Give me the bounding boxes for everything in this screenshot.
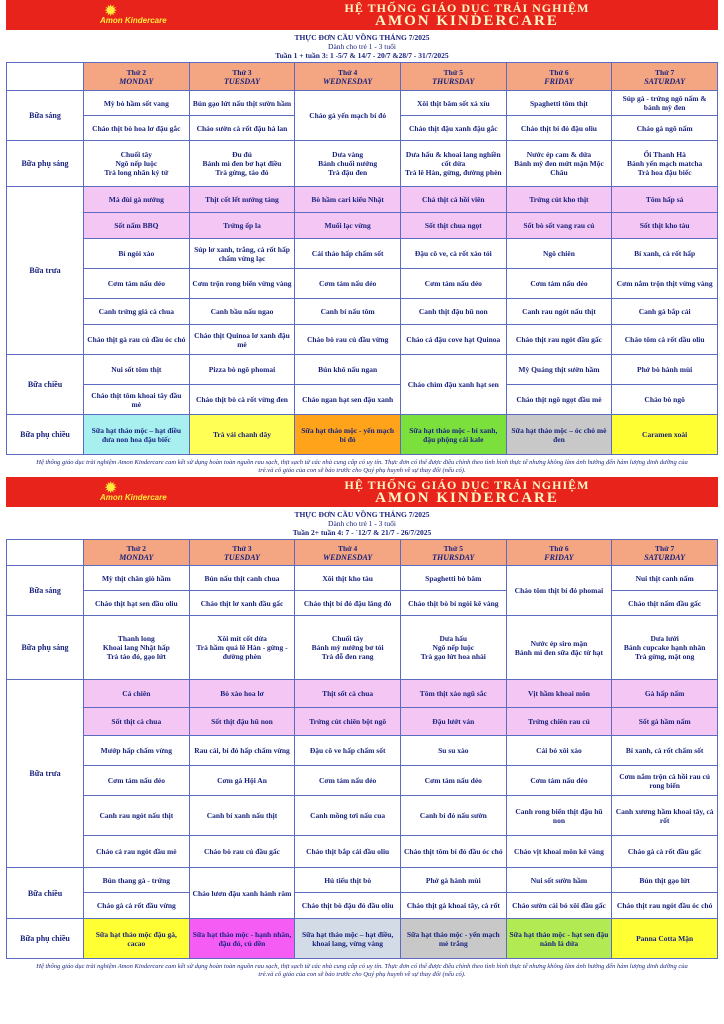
menu-cell: Cháo thịt bò đậu đỏ đầu oliu xyxy=(295,893,401,919)
menu-cell: Cháo thịt ngô ngọt đầu mè xyxy=(506,385,612,415)
menu-cell: Bún thịt gạo lứt xyxy=(612,868,718,893)
menu-section-2 xyxy=(6,477,718,979)
day-header: Thứ 3 TUESDAY xyxy=(189,540,295,566)
menu-cell: Tôm thịt xào ngũ sắc xyxy=(400,680,506,708)
day-header-row xyxy=(7,63,718,91)
logo-star-icon: ✹ xyxy=(104,3,118,20)
meal-label: Bữa phụ chiều xyxy=(7,415,84,455)
menu-cell: Bò hầm cari kiểu Nhật xyxy=(295,187,401,213)
menu-cell: Cháo thịt bí đỏ đậu oliu xyxy=(506,116,612,141)
menu-cell: Cháo thịt lơ xanh đầu gấc xyxy=(189,591,295,616)
menu-row xyxy=(7,591,718,616)
menu-table xyxy=(6,62,718,455)
menu-row xyxy=(7,766,718,796)
menu-cell: Má đùi gà nướng xyxy=(84,187,190,213)
menu-cell: Mỳ bò hầm sốt vang xyxy=(84,91,190,116)
menu-cell: Cháo thịt tôm khoai tây đầu mè xyxy=(84,385,190,415)
meal-label: Bữa sáng xyxy=(7,566,84,616)
menu-cell: Cá chiên xyxy=(84,680,190,708)
menu-table xyxy=(6,539,718,959)
menu-cell: Sốt thịt đậu hũ non xyxy=(189,708,295,736)
day-header-row xyxy=(7,540,718,566)
menu-row xyxy=(7,868,718,893)
menu-cell: Cải bó xôi xào xyxy=(506,736,612,766)
footer-note: Hệ thống giáo dục trải nghiệm Amon Kindercare cam kết sử dụng hoàn toàn nguồn rau sạch, thịt sạch từ các nhà cung cấp có uy tín. Thực đơn có thể được điều chỉnh theo tình hình thực tế nhưng không làm ảnh hưởng đến hàm lượng dinh dưỡng của trẻ.và cô giáo của con sẽ báo trước cho Quý phụ huynh về sự thay đổi (nếu có). xyxy=(36,963,688,978)
menu-cell: Canh bí đỏ nấu sườn xyxy=(400,796,506,836)
menu-cell: Canh rong biển thịt đậu hũ non xyxy=(506,796,612,836)
day-header: Thứ 2 MONDAY xyxy=(84,63,190,91)
day-header: Thứ 4 WEDNESDAY xyxy=(295,63,401,91)
menu-cell: Đậu cô ve, cà rốt xào tỏi xyxy=(400,239,506,269)
menu-cell: Chả thịt cá hồi viên xyxy=(400,187,506,213)
system-title: HỆ THỐNG GIÁO DỤC TRẢI NGHIỆM xyxy=(344,1,590,15)
menu-cell: Chuối tây Ngô nếp luộc Trà long nhãn kỷ tử xyxy=(84,141,190,187)
menu-cell: Sữa hạt thảo mộc đậu gà, cacao xyxy=(84,919,190,959)
menu-row xyxy=(7,299,718,325)
menu-cell: Bí ngòi xào xyxy=(84,239,190,269)
logo-star-icon: ✹ xyxy=(104,480,118,497)
day-header: Thứ 2 MONDAY xyxy=(84,540,190,566)
menu-cell: Trà vải chanh dây xyxy=(189,415,295,455)
menu-cell: Nui sốt sườn hầm xyxy=(506,868,612,893)
menu-cell: Đậu cô ve hấp chấm sốt xyxy=(295,736,401,766)
menu-cell: Sốt thịt cà chua xyxy=(84,708,190,736)
menu-cell: Spaghetti tôm thịt xyxy=(506,91,612,116)
menu-cell: Cháo gà ngô nấm xyxy=(612,116,718,141)
menu-cell: Cơm tám nấu dẻo xyxy=(506,766,612,796)
meal-label: Bữa sáng xyxy=(7,91,84,141)
menu-cell: Nui thịt canh nấm xyxy=(612,566,718,591)
menu-cell: Trứng cút chiên bột ngô xyxy=(295,708,401,736)
menu-cell: Sữa hạt thảo mộc – hạt điều, khoai lang, vừng vàng xyxy=(295,919,401,959)
menu-cell: Cháo vịt khoai môn kê vàng xyxy=(506,836,612,868)
menu-cell: Cháo cá rau ngót đầu mè xyxy=(84,836,190,868)
menu-cell: Cháo thịt bí đỏ đậu lăng đỏ xyxy=(295,591,401,616)
menu-cell: Cháo thịt tôm bí đỏ đầu óc chó xyxy=(400,836,506,868)
menu-cell: Cháo tôm thịt bí đỏ phomai xyxy=(506,566,612,616)
menu-cell: Bí xanh, cà rốt chấm sốt xyxy=(612,736,718,766)
menu-cell: Cơm tám nấu dẻo xyxy=(295,766,401,796)
menu-cell: Cháo thịt rau ngót đầu óc chó xyxy=(612,893,718,919)
menu-cell: Ổi Thanh Hà Bánh yến mạch matcha Trà hoa đậu biếc xyxy=(612,141,718,187)
menu-cell: Cơm tám nấu dẻo xyxy=(295,269,401,299)
day-header: Thứ 5 THURSDAY xyxy=(400,540,506,566)
menu-cell: Phở gà hành mùi xyxy=(400,868,506,893)
menu-row xyxy=(7,708,718,736)
menu-cell: Canh bí xanh nấu thịt xyxy=(189,796,295,836)
footer-note: Hệ thống giáo dục trải nghiệm Amon Kindercare cam kết sử dụng hoàn toàn nguồn rau sạch, thịt sạch từ các nhà cung cấp có uy tín. Thực đơn có thể được điều chỉnh theo tình hình thực tế nhưng không làm ảnh hưởng đến hàm lượng dinh dưỡng của trẻ.và cô giáo của con sẽ báo trước cho Quý phụ huynh về sự thay đổi (nếu có). xyxy=(36,459,688,474)
menu-cell: Cháo thịt bắp cải đầu oliu xyxy=(295,836,401,868)
menu-cell: Sữa hạt thảo mộc - yến mạch mè trắng xyxy=(400,919,506,959)
menu-cell: Cháo gà cà rốt đầu gấc xyxy=(612,836,718,868)
day-header: Thứ 7 SATURDAY xyxy=(612,540,718,566)
menu-cell: Bí xanh, cà rốt hấp xyxy=(612,239,718,269)
menu-cell: Cơm tám nấu dẻo xyxy=(506,269,612,299)
menu-cell: Cháo cá đậu cove hạt Quinoa xyxy=(400,325,506,355)
menu-cell: Sữa hạt thảo mộc - hạt sen đậu nành lá dứa xyxy=(506,919,612,959)
menu-cell: Sữa hạt thảo mộc - bí xanh, đậu phộng cải kale xyxy=(400,415,506,455)
menu-cell: Mỳ thịt chân giò hầm xyxy=(84,566,190,591)
menu-cell: Chuối tây Bánh mỳ nướng bơ tỏi Trà đỗ đen rang xyxy=(295,616,401,680)
menu-cell: Cháo sườn cà rốt đậu hà lan xyxy=(189,116,295,141)
corner-cell xyxy=(7,540,84,566)
menu-cell: Cơm nắm trộn cá hồi rau củ rong biển xyxy=(612,766,718,796)
menu-row xyxy=(7,616,718,680)
menu-row xyxy=(7,141,718,187)
menu-cell: Đu đủ Bánh mì đen bơ hạt điều Trà gừng, táo đỏ xyxy=(189,141,295,187)
header-banner xyxy=(6,0,718,30)
day-header: Thứ 3 TUESDAY xyxy=(189,63,295,91)
menu-cell: Cháo thịt bò hoa lơ đậu gắc xyxy=(84,116,190,141)
menu-row xyxy=(7,91,718,116)
menu-row xyxy=(7,239,718,269)
menu-cell: Cháo bò rau củ đầu vừng xyxy=(295,325,401,355)
menu-cell: Sốt thịt chua ngọt xyxy=(400,213,506,239)
menu-cell: Sữa hạt thảo mộc - hạnh nhân, đậu đỏ, củ dền xyxy=(189,919,295,959)
menu-cell: Cháo bò ngô xyxy=(612,385,718,415)
menu-row xyxy=(7,213,718,239)
menu-cell: Thịt cốt lết nướng tảng xyxy=(189,187,295,213)
school-logo xyxy=(100,4,180,26)
menu-cell: Trứng chiên rau củ xyxy=(506,708,612,736)
menu-cell: Xôi thịt kho tàu xyxy=(295,566,401,591)
menu-cell: Cháo thịt nấm đầu gấc xyxy=(612,591,718,616)
menu-row xyxy=(7,836,718,868)
system-title: HỆ THỐNG GIÁO DỤC TRẢI NGHIỆM xyxy=(344,478,590,492)
menu-cell: Cơm tám nấu dẻo xyxy=(84,766,190,796)
menu-cell: Sốt bò sốt vang rau củ xyxy=(506,213,612,239)
menu-cell: Cháo thịt bò cà rốt vừng đen xyxy=(189,385,295,415)
menu-cell: Canh bí nấu tôm xyxy=(295,299,401,325)
menu-cell: Cải thảo hấp chấm sốt xyxy=(295,239,401,269)
menu-weeks: Tuần 1 + tuần 3: 1 -5/7 & 14/7 - 20/7 &28/7 - 31/7/2025 xyxy=(275,51,449,60)
menu-cell: Canh mồng tơi nấu cua xyxy=(295,796,401,836)
menu-cell: Đậu lướt ván xyxy=(400,708,506,736)
menu-cell: Cơm nắm trộn thịt vừng vàng xyxy=(612,269,718,299)
header-banner xyxy=(6,477,718,507)
menu-cell: Cháo thịt gà khoai tây, cà rốt xyxy=(400,893,506,919)
menu-cell: Cháo lươn đậu xanh hành răm xyxy=(189,868,295,919)
menu-cell: Sốt thịt kho tàu xyxy=(612,213,718,239)
menu-row xyxy=(7,680,718,708)
menu-cell: Cơm tám nấu dẻo xyxy=(84,269,190,299)
menu-cell: Tôm hấp sả xyxy=(612,187,718,213)
menu-cell: Cơm tám nấu dẻo xyxy=(400,766,506,796)
menu-row xyxy=(7,269,718,299)
menu-row xyxy=(7,187,718,213)
menu-cell: Cháo gà yến mạch bí đỏ xyxy=(295,91,401,141)
menu-cell: Cháo ngan hạt sen đậu xanh xyxy=(295,385,401,415)
logo-text: Amon Kindercare xyxy=(100,493,167,502)
menu-cell: Bún nấu thịt canh chua xyxy=(189,566,295,591)
menu-row xyxy=(7,893,718,919)
menu-cell: Thanh long Khoai lang Nhật hấp Trà táo đỏ, gạo lứt xyxy=(84,616,190,680)
meal-label: Bữa phụ sáng xyxy=(7,616,84,680)
school-name: AMON KINDERCARE xyxy=(375,490,559,506)
menu-cell: Sốt nấm BBQ xyxy=(84,213,190,239)
logo-text: Amon Kindercare xyxy=(100,16,167,25)
menu-cell: Pizza bò ngô phomai xyxy=(189,355,295,385)
meal-label: Bữa chiều xyxy=(7,868,84,919)
menu-cell: Bún thang gà - trứng xyxy=(84,868,190,893)
menu-heading xyxy=(6,507,718,537)
menu-weeks: Tuần 2+ tuần 4: 7 - `12/7 & 21/7 - 26/7/2025 xyxy=(292,528,432,537)
menu-cell: Nui sốt tôm thịt xyxy=(84,355,190,385)
day-header: Thứ 6 FRIDAY xyxy=(506,63,612,91)
menu-cell: Bún khô nấu ngan xyxy=(295,355,401,385)
menu-cell: Cơm gà Hội An xyxy=(189,766,295,796)
menu-cell: Muối lạc vừng xyxy=(295,213,401,239)
menu-cell: Canh thịt đậu hũ non xyxy=(400,299,506,325)
menu-age: Dành cho trẻ 1 - 3 tuổi xyxy=(328,42,396,51)
menu-cell: Thịt sốt cà chua xyxy=(295,680,401,708)
menu-cell: Hủ tiếu thịt bò xyxy=(295,868,401,893)
menu-cell: Ngô chiên xyxy=(506,239,612,269)
meal-label: Bữa trưa xyxy=(7,187,84,355)
menu-cell: Trứng ốp la xyxy=(189,213,295,239)
day-header: Thứ 5 THURSDAY xyxy=(400,63,506,91)
menu-cell: Canh rau ngót nấu thịt xyxy=(84,796,190,836)
menu-row xyxy=(7,355,718,385)
menu-cell: Sữa hạt thảo mộc - yến mạch bí đỏ xyxy=(295,415,401,455)
menu-cell: Canh rau ngót nấu thịt xyxy=(506,299,612,325)
menu-cell: Cháo thịt bò bí ngòi kê vàng xyxy=(400,591,506,616)
menu-cell: Cháo thịt hạt sen đầu oliu xyxy=(84,591,190,616)
menu-cell: Bò xào hoa lơ xyxy=(189,680,295,708)
menu-cell: Bún gạo lứt nấu thịt sườn hầm xyxy=(189,91,295,116)
meal-label: Bữa chiều xyxy=(7,355,84,415)
menu-cell: Cháo chìm đậu xanh hạt sen xyxy=(400,355,506,415)
menu-cell: Cháo thịt đậu xanh đậu gắc xyxy=(400,116,506,141)
school-logo xyxy=(100,481,180,503)
meal-label: Bữa phụ sáng xyxy=(7,141,84,187)
menu-heading xyxy=(6,30,718,60)
menu-cell: Nước ép cam & dứa Bánh mỳ đen mứt mận Mộc Châu xyxy=(506,141,612,187)
menu-cell: Cháo tôm cà rốt dầu oliu xyxy=(612,325,718,355)
menu-section-1 xyxy=(6,0,718,475)
menu-cell: Cơm tám nấu dẻo xyxy=(400,269,506,299)
menu-cell: Canh gà bắp cải xyxy=(612,299,718,325)
menu-cell: Súp gà - trứng ngô nấm & bánh mỳ đen xyxy=(612,91,718,116)
menu-cell: Xôi thịt băm sốt xá xíu xyxy=(400,91,506,116)
menu-age: Dành cho trẻ 1 - 3 tuổi xyxy=(328,519,396,528)
menu-cell: Phở bò hành mùi xyxy=(612,355,718,385)
menu-row xyxy=(7,736,718,766)
menu-cell: Canh bầu nấu ngao xyxy=(189,299,295,325)
menu-cell: Panna Cotta Mận xyxy=(612,919,718,959)
menu-cell: Trứng cút kho thịt xyxy=(506,187,612,213)
menu-cell: Cháo gà cà rốt đầu vừng xyxy=(84,893,190,919)
menu-row xyxy=(7,325,718,355)
menu-row xyxy=(7,415,718,455)
menu-cell: Dưa hấu Ngô nếp luộc Trà gạo lứt hoa nhài xyxy=(400,616,506,680)
menu-cell: Rau cải, bí đỏ hấp chấm vừng xyxy=(189,736,295,766)
menu-row xyxy=(7,385,718,415)
menu-title: THỰC ĐƠN CẦU VỒNG THÁNG 7/2025 xyxy=(294,33,430,42)
menu-cell: Spaghetti bò băm xyxy=(400,566,506,591)
menu-cell: Sữa hạt thảo mộc – óc chó mè đen xyxy=(506,415,612,455)
day-header: Thứ 6 FRIDAY xyxy=(506,540,612,566)
menu-row xyxy=(7,796,718,836)
menu-cell: Dưa hấu & khoai lang nghiền cốt dừa Trà lê Hàn, gừng, đường phèn xyxy=(400,141,506,187)
menu-cell: Vịt hầm khoai môn xyxy=(506,680,612,708)
corner-cell xyxy=(7,63,84,91)
menu-cell: Caramen xoài xyxy=(612,415,718,455)
menu-cell: Dưa vàng Bánh chuối nướng Trà đậu đen xyxy=(295,141,401,187)
day-header: Thứ 7 SATURDAY xyxy=(612,63,718,91)
menu-cell: Mướp hấp chấm vừng xyxy=(84,736,190,766)
menu-cell: Su su xào xyxy=(400,736,506,766)
menu-cell: Canh xương hầm khoai tây, cà rốt xyxy=(612,796,718,836)
menu-cell: Cháo sườn cải bó xôi đầu gấc xyxy=(506,893,612,919)
menu-row xyxy=(7,566,718,591)
menu-cell: Gà hấp nấm xyxy=(612,680,718,708)
menu-cell: Dưa lưới Bánh cupcake hạnh nhân Trà gừng, mật ong xyxy=(612,616,718,680)
menu-cell: Cháo thịt Quinoa lơ xanh đậu mè xyxy=(189,325,295,355)
school-name: AMON KINDERCARE xyxy=(375,13,559,29)
menu-cell: Cơm trộn rong biển vừng vàng xyxy=(189,269,295,299)
menu-cell: Súp lơ xanh, trắng, cà rốt hấp chấm vừng lạc xyxy=(189,239,295,269)
day-header: Thứ 4 WEDNESDAY xyxy=(295,540,401,566)
menu-title: THỰC ĐƠN CẦU VỒNG THÁNG 7/2025 xyxy=(294,510,430,519)
menu-cell: Sốt gà hầm nấm xyxy=(612,708,718,736)
menu-cell: Nước ép siro mận Bánh mì đen sữa đặc từ hạt xyxy=(506,616,612,680)
menu-cell: Canh trứng giá cà chua xyxy=(84,299,190,325)
menu-cell: Xôi mít cốt dừa Trà hầm quả lê Hàn - gừng - đường phèn xyxy=(189,616,295,680)
menu-cell: Cháo thịt rau ngót đầu gấc xyxy=(506,325,612,355)
menu-cell: Cháo thịt gà rau củ đầu óc chó xyxy=(84,325,190,355)
meal-label: Bữa phụ chiều xyxy=(7,919,84,959)
menu-cell: Mỳ Quảng thịt sườn hầm xyxy=(506,355,612,385)
meal-label: Bữa trưa xyxy=(7,680,84,868)
menu-row xyxy=(7,919,718,959)
menu-cell: Sữa hạt thảo mộc – hạt điều đưa non hoa đậu biếc xyxy=(84,415,190,455)
menu-cell: Cháo bò rau củ đầu gấc xyxy=(189,836,295,868)
